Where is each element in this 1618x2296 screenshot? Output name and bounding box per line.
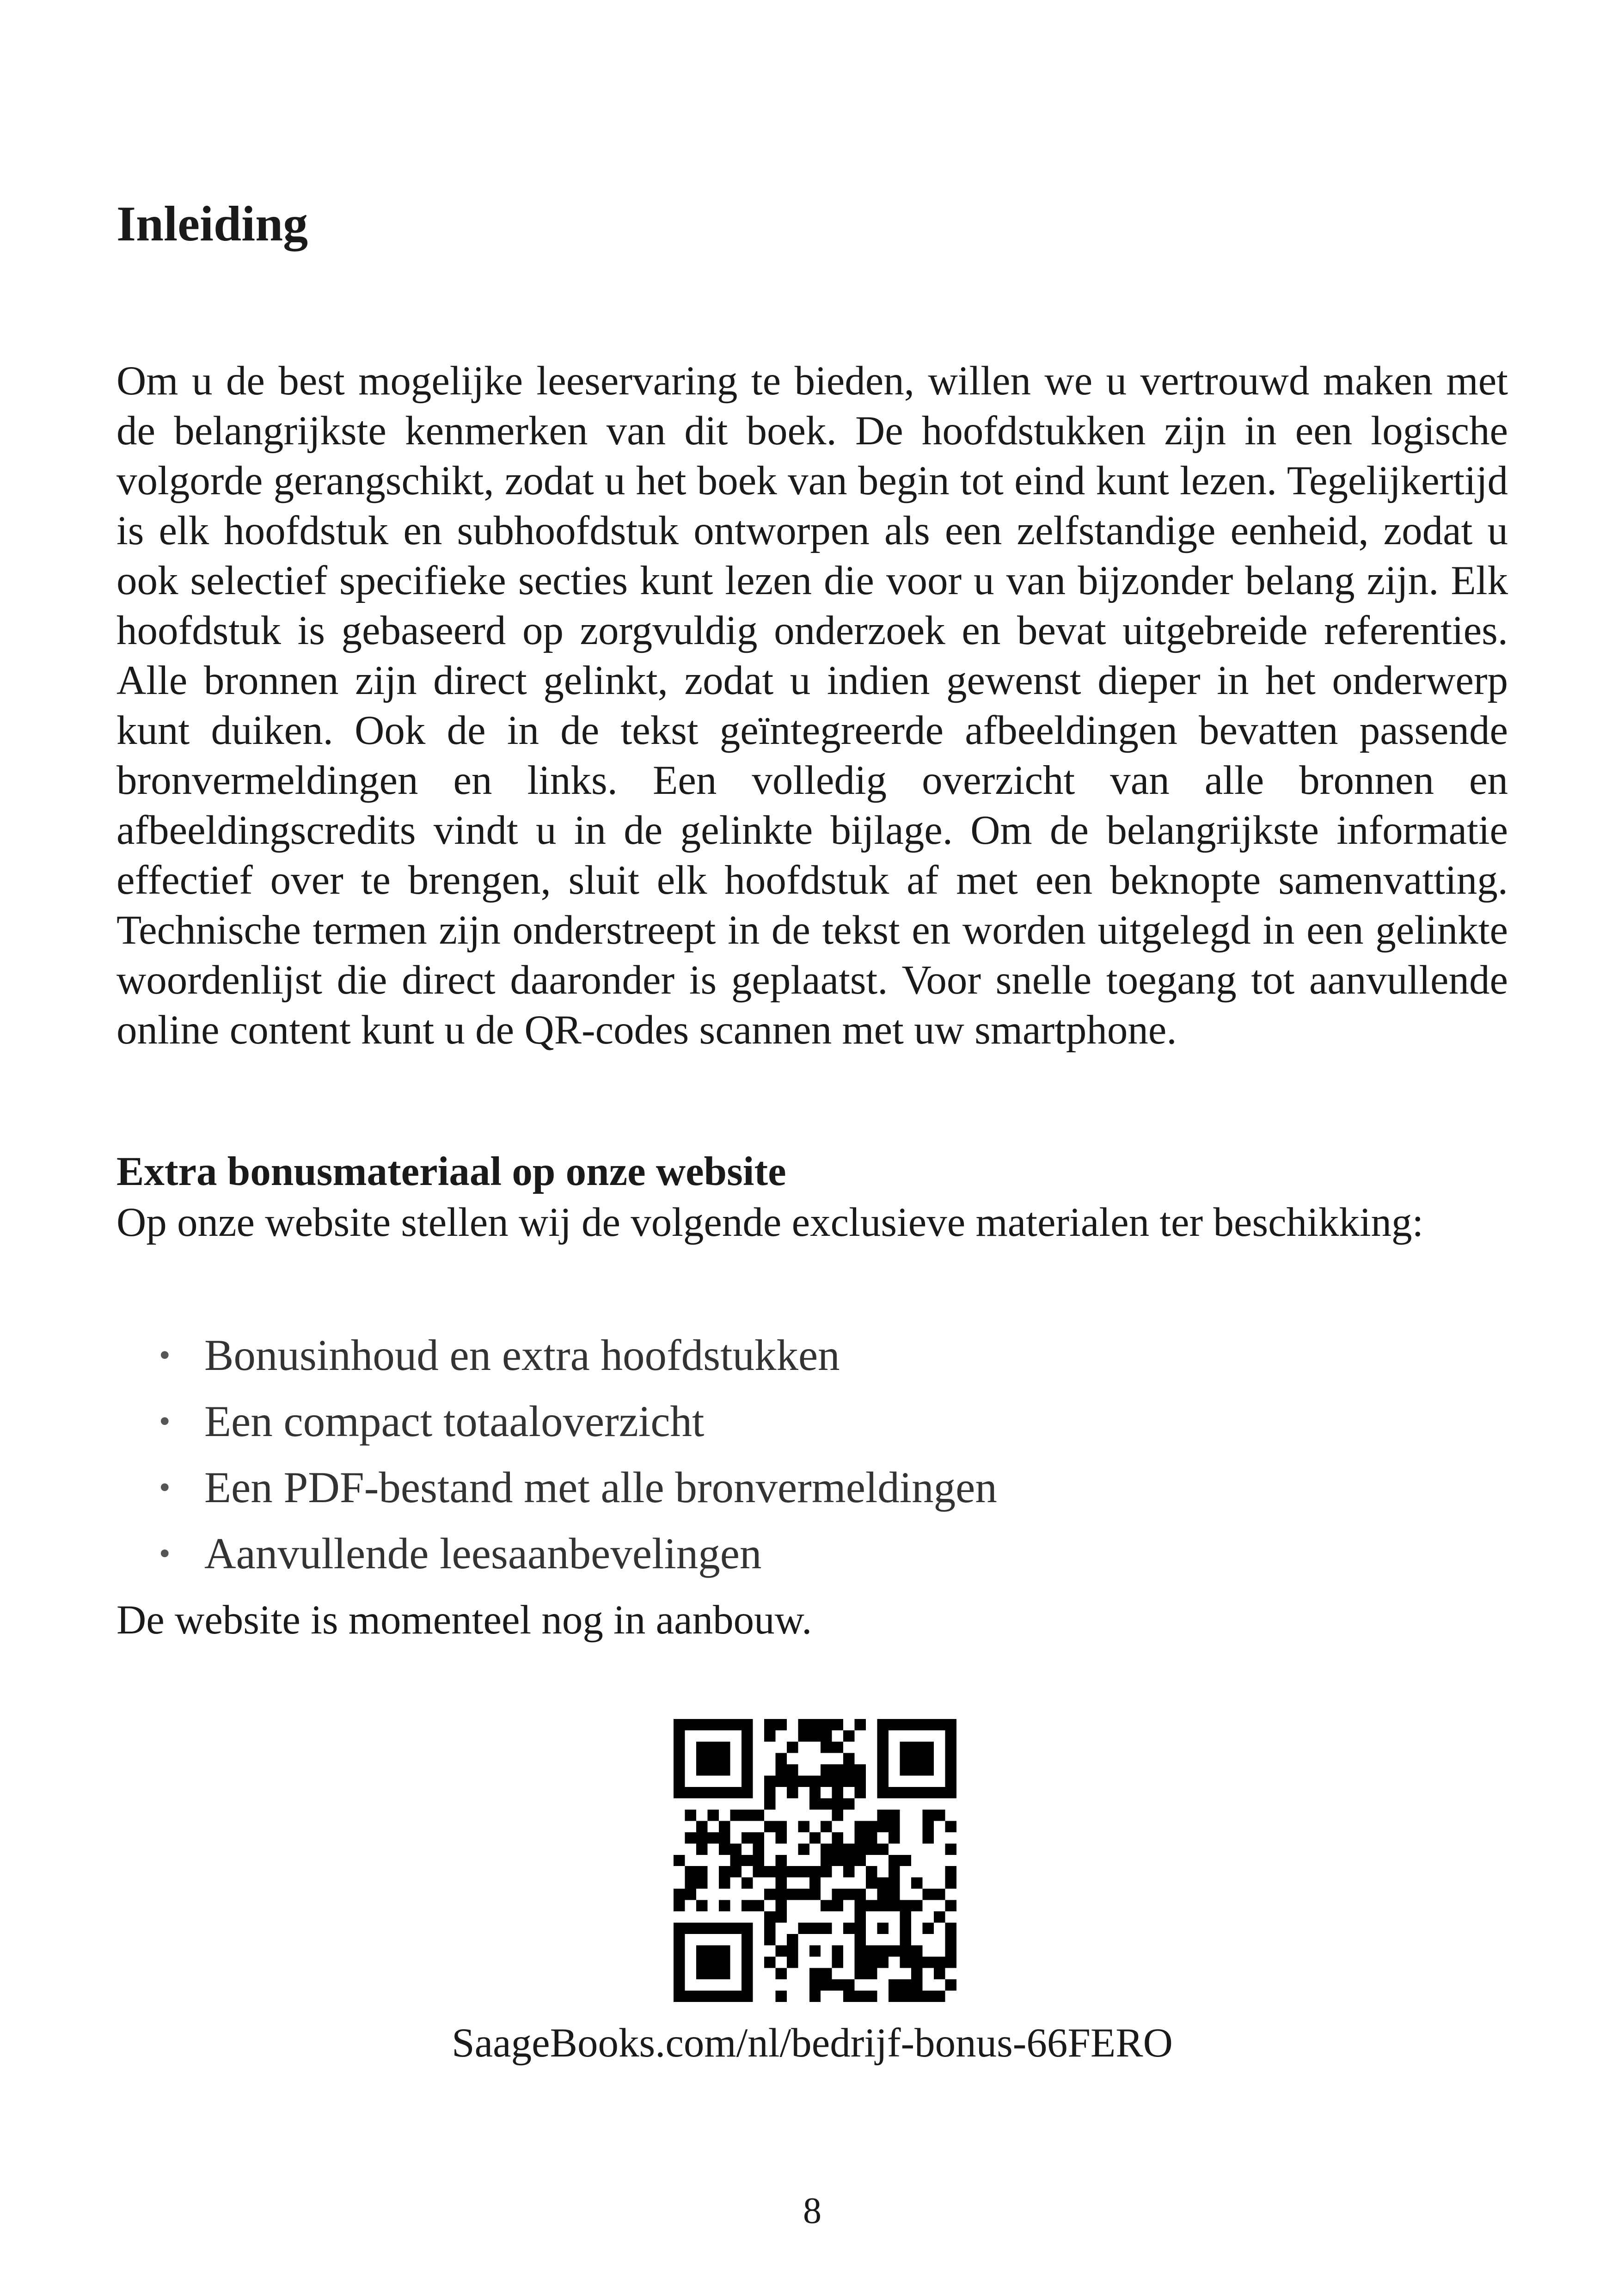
list-item bbox=[116, 1521, 997, 1587]
book-page bbox=[116, 0, 1508, 2296]
bonus-url-link[interactable]: SaageBooks.com/nl/bedrijf-bonus-66FERO bbox=[452, 2020, 1173, 2066]
list-item-label: Een PDF-bestand met alle bronvermeldingen bbox=[204, 1463, 997, 1512]
qr-code-icon[interactable] bbox=[674, 1719, 956, 2002]
bullet-icon: • bbox=[159, 1470, 171, 1505]
bullet-icon: • bbox=[159, 1338, 171, 1373]
list-item bbox=[116, 1388, 997, 1455]
bonus-list bbox=[116, 1322, 997, 1587]
list-item-label: Een compact totaaloverzicht bbox=[204, 1397, 705, 1446]
bullet-icon: • bbox=[159, 1536, 171, 1572]
page-number: 8 bbox=[803, 2191, 821, 2231]
list-item-label: Aanvullende leesaanbevelingen bbox=[204, 1529, 762, 1578]
page-title: Inleiding bbox=[116, 196, 308, 252]
list-item bbox=[116, 1455, 997, 1521]
website-status-text: De website is momenteel nog in aanbouw. bbox=[116, 1597, 812, 1643]
bullet-icon: • bbox=[159, 1404, 171, 1439]
list-item bbox=[116, 1322, 997, 1388]
list-item-label: Bonusinhoud en extra hoofdstukken bbox=[204, 1331, 840, 1380]
bonus-intro-text: Op onze website stellen wij de volgende exclusieve materialen ter beschikking: bbox=[116, 1200, 1424, 1245]
intro-paragraph: Om u de best mogelijke leeservaring te bieden, willen we u vertrouwd maken met de belangrijkste kenmerken van dit boek. De hoofdstukken zijn in een logische volgorde gerangschikt, zodat u het boek van begin tot eind kunt lezen. Tegelijkertijd is elk hoofdstuk en subhoofdstuk ontworpen als een zelfstandige eenheid, zodat u ook selectief specifieke secties kunt lezen die voor u van bijzonder belang zijn. Elk hoofdstuk is gebaseerd op zorgvuldig onderzoek en bevat uitgebreide referenties. Alle bronnen zijn direct gelinkt, zodat u indien gewenst dieper in het onderwerp kunt duiken. Ook de in de tekst geïntegreerde afbeeldingen bevatten passende bronvermeldingen en links. Een volledig overzicht van alle bronnen en afbeeldingscredits vindt u in de gelinkte bijlage. Om de belangrijkste informatie effectief over te brengen, sluit elk hoofdstuk af met een beknopte samenvatting. Technische termen zijn onderstreept in de tekst en worden uitgelegd in een gelinkte woordenlijst die direct daaronder is geplaatst. Voor snelle toegang tot aanvullende online content kunt u de QR-codes scannen met uw smartphone. bbox=[116, 358, 1508, 1053]
bonus-heading: Extra bonusmateriaal op onze website bbox=[116, 1149, 786, 1194]
